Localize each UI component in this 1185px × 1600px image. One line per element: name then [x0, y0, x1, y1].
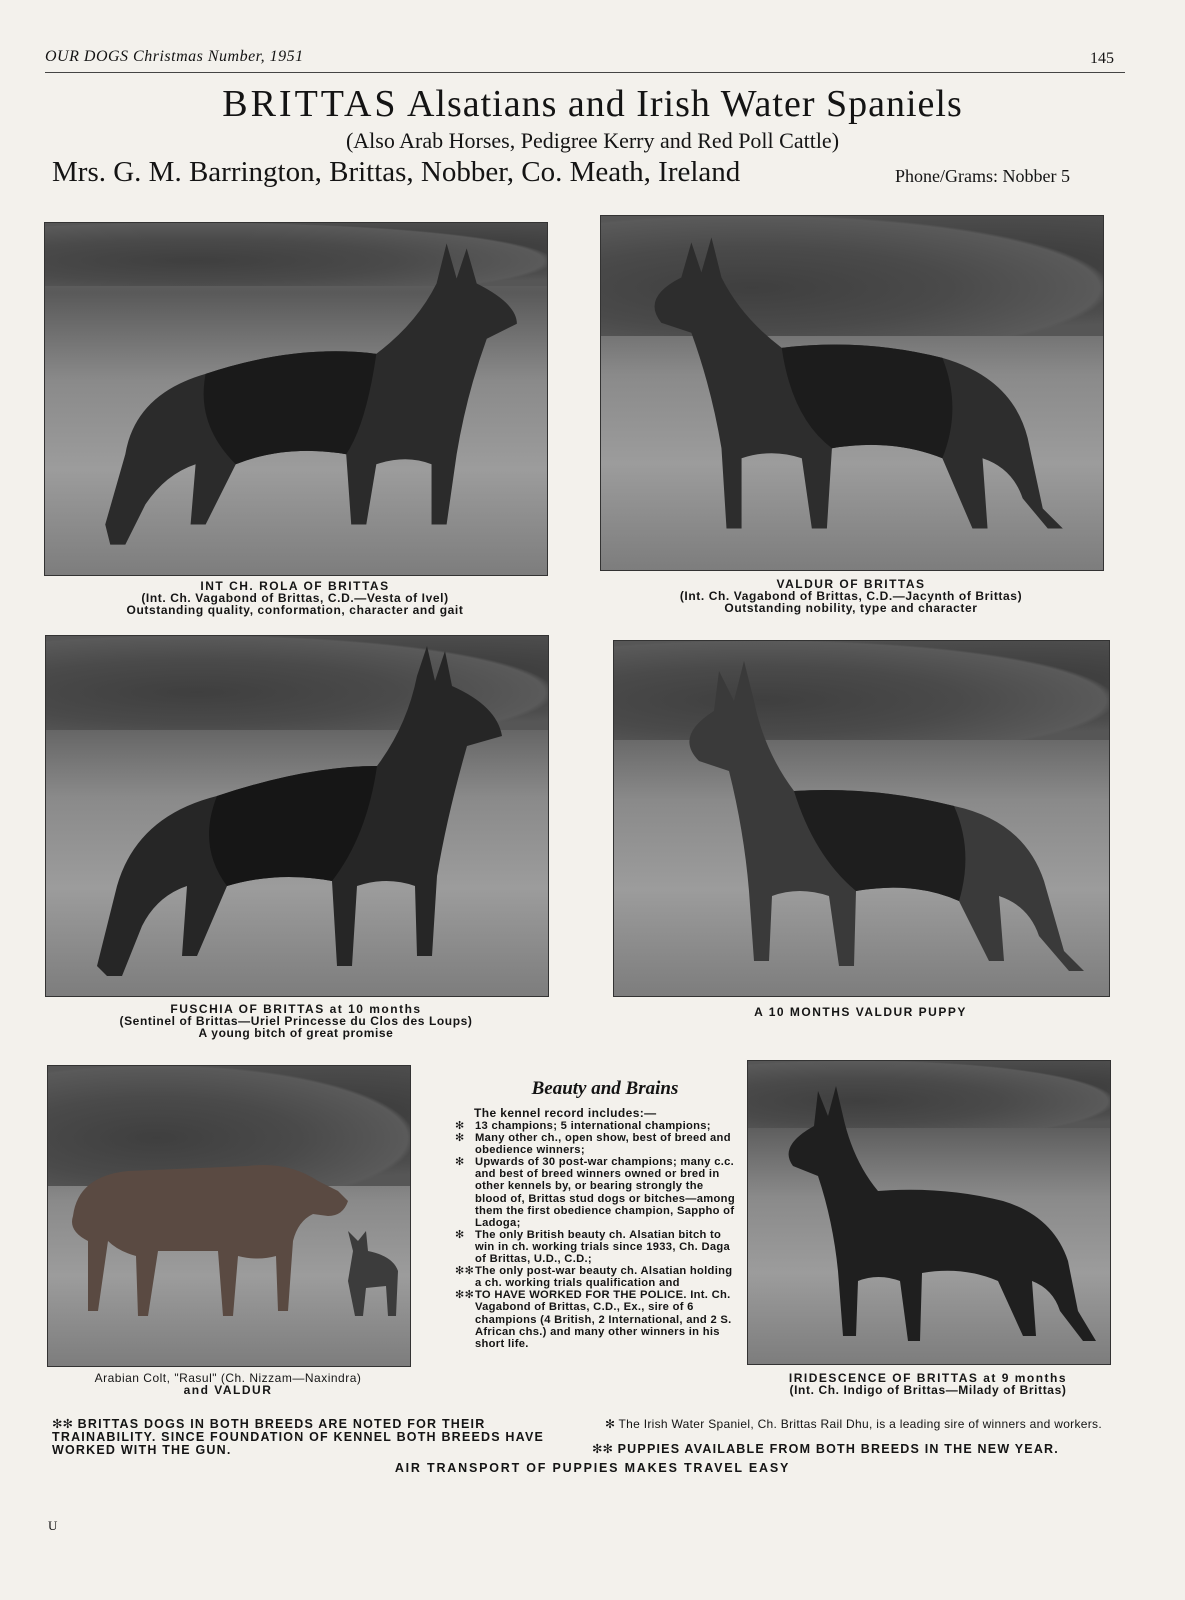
- list-item: [455, 1156, 735, 1229]
- title-brand: BRITTAS: [222, 83, 399, 125]
- asterism-icon: ✻✻: [52, 1417, 73, 1431]
- footer-water-spaniel: [605, 1418, 1140, 1431]
- list-item-text: The only post-war beauty ch. Alsatian holding a ch. working trials qualification and: [475, 1265, 733, 1290]
- footer-text: PUPPIES AVAILABLE FROM BOTH BREEDS IN THE NEW YEAR.: [617, 1442, 1059, 1456]
- dog-silhouette: [45, 223, 547, 575]
- list-item-text: The only British beauty ch. Alsatian bitch to win in ch. working trials since 1933, Ch. Daga of Brittas, U.D., C.D.;: [475, 1228, 731, 1266]
- page-number: 145: [1090, 50, 1114, 67]
- caption-line: VALDUR OF BRITTAS: [776, 577, 926, 591]
- asterism-icon: ✻✻: [455, 1289, 475, 1302]
- caption-line: FUSCHIA OF BRITTAS at 10 months: [170, 1002, 422, 1016]
- page-title: [0, 82, 1185, 126]
- list-item: [455, 1265, 735, 1289]
- list-item-text: 13 champions; 5 international champions;: [475, 1120, 711, 1132]
- caption-line: (Int. Ch. Vagabond of Brittas, C.D.—Vesta of Ivel): [141, 591, 449, 605]
- asterism-icon: ✻✻: [455, 1265, 475, 1278]
- caption-line: (Sentinel of Brittas—Uriel Princesse du Clos des Loups): [119, 1014, 473, 1028]
- asterism-icon: ✻: [455, 1228, 465, 1241]
- kennel-record-intro: The kennel record includes:—: [474, 1106, 657, 1120]
- caption-line: A 10 MONTHS VALDUR PUPPY: [754, 1005, 967, 1019]
- caption-arabian-colt: [47, 1372, 409, 1396]
- beauty-and-brains-heading: Beauty and Brains: [531, 1078, 679, 1099]
- caption-line: Arabian Colt, "Rasul" (Ch. Nizzam—Naxindra): [94, 1371, 362, 1385]
- footer-puppies: [592, 1443, 1142, 1456]
- caption-line: (Int. Ch. Indigo of Brittas—Milady of Brittas): [789, 1383, 1067, 1397]
- list-item-text: TO HAVE WORKED FOR THE POLICE. Int. Ch. Vagabond of Brittas, C.D., Ex., sire of 6 champions (4 British, 2 International, and 2 S. African chs.) and many other winners in his short life.: [475, 1289, 732, 1350]
- asterism-icon: ✻: [605, 1417, 616, 1431]
- horse-and-dog-silhouette: [48, 1066, 410, 1366]
- asterism-icon: ✻: [455, 1132, 465, 1145]
- dog-silhouette: [614, 641, 1109, 996]
- asterism-icon: ✻: [455, 1156, 465, 1169]
- caption-valdur-puppy: [613, 1006, 1108, 1018]
- dog-silhouette: [46, 636, 548, 996]
- photo-fuschia: [45, 635, 549, 997]
- caption-line: IRIDESCENCE OF BRITTAS at 9 months: [788, 1371, 1068, 1385]
- photo-valdur: [600, 215, 1104, 571]
- caption-line: A young bitch of great promise: [198, 1026, 394, 1040]
- caption-valdur: [600, 578, 1102, 614]
- footer-trainability: [52, 1418, 572, 1457]
- dog-silhouette: [748, 1061, 1110, 1364]
- running-head: OUR DOGS Christmas Number, 1951: [45, 48, 304, 65]
- list-item: [455, 1132, 735, 1156]
- footer-text: BRITTAS DOGS IN BOTH BREEDS ARE NOTED FOR THEIR TRAINABILITY. SINCE FOUNDATION OF KENNEL BOTH BREEDS HAVE WORKED WITH THE GUN.: [52, 1417, 545, 1457]
- caption-iridescence: [747, 1372, 1109, 1396]
- caption-fuschia: [45, 1003, 547, 1039]
- owner-address: Mrs. G. M. Barrington, Brittas, Nobber, Co. Meath, Ireland: [52, 156, 741, 188]
- caption-line: and VALDUR: [183, 1383, 273, 1397]
- dog-silhouette: [601, 216, 1103, 570]
- asterism-icon: ✻: [455, 1120, 465, 1132]
- kennel-record-list: [455, 1120, 735, 1350]
- header-rule: [45, 72, 1125, 73]
- photo-iridescence: [747, 1060, 1111, 1365]
- caption-line: Outstanding nobility, type and character: [724, 601, 978, 615]
- caption-line: Outstanding quality, conformation, character and gait: [126, 603, 464, 617]
- list-item-text: Upwards of 30 post-war champions; many c.c. and best of breed winners owned or bred in other kennels by, or bearing strongly the blood of, Brittas stud dogs or bitches—among them the first obedience champion, Sappho of Ladoga;: [475, 1156, 735, 1229]
- page-subtitle: (Also Arab Horses, Pedigree Kerry and Red Poll Cattle): [345, 128, 840, 153]
- list-item: [455, 1229, 735, 1265]
- corner-mark: U: [48, 1518, 58, 1533]
- title-rest: Alsatians and Irish Water Spaniels: [406, 83, 963, 125]
- footer-text: The Irish Water Spaniel, Ch. Brittas Rail Dhu, is a leading sire of winners and workers.: [618, 1417, 1102, 1431]
- list-item: [455, 1289, 735, 1349]
- photo-rola: [44, 222, 548, 576]
- caption-line: INT CH. ROLA OF BRITTAS: [200, 579, 390, 593]
- list-item: [455, 1120, 735, 1132]
- caption-line: (Int. Ch. Vagabond of Brittas, C.D.—Jacynth of Brittas): [679, 589, 1023, 603]
- photo-arabian-colt: [47, 1065, 411, 1367]
- caption-rola: [44, 580, 546, 616]
- asterism-icon: ✻✻: [592, 1442, 613, 1456]
- list-item-text: Many other ch., open show, best of breed and obedience winners;: [475, 1132, 731, 1157]
- footer-air-transport: AIR TRANSPORT OF PUPPIES MAKES TRAVEL EASY: [394, 1461, 791, 1475]
- phone-grams: Phone/Grams: Nobber 5: [895, 166, 1070, 186]
- photo-valdur-puppy: [613, 640, 1110, 997]
